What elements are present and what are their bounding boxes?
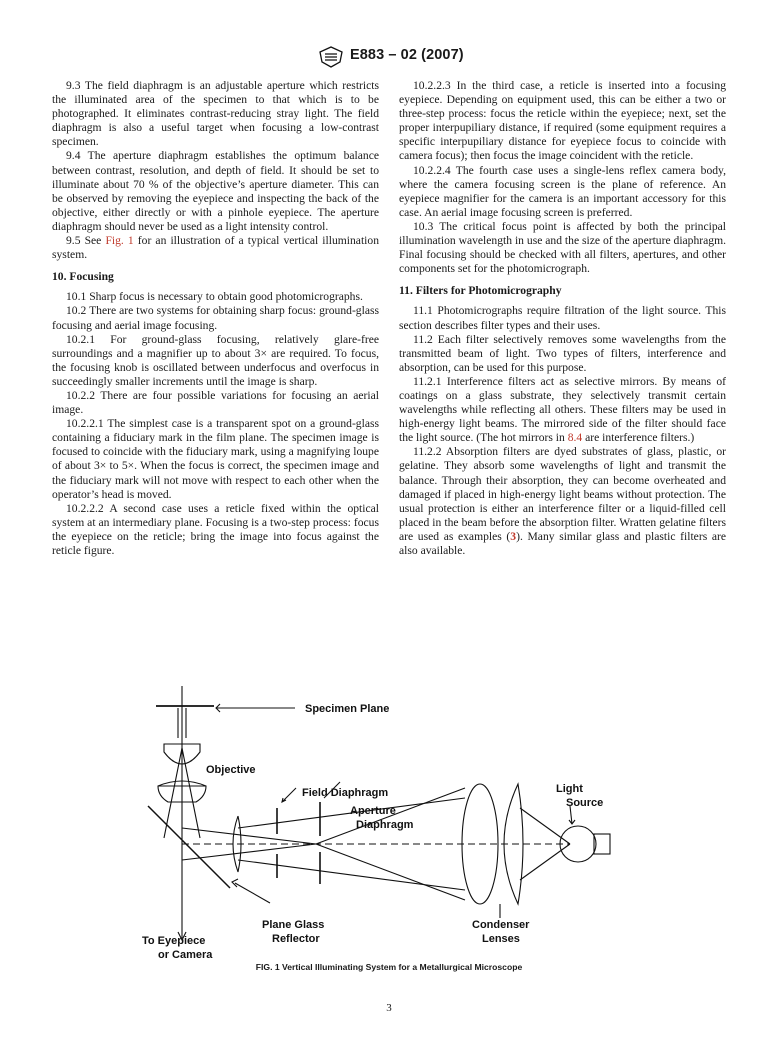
paragraph-10-1: 10.1 Sharp focus is necessary to obtain good photomicrographs.: [66, 290, 363, 304]
reflector-label: Reflector: [272, 933, 320, 945]
paragraph-10-2-2: 10.2.2 There are four possible variations for focusing an aerial image.: [52, 388, 379, 417]
paragraph-10-2-2-1: 10.2.2.1 The simplest case is a transparent spot on a ground-glass containing a fiduciary mark in the film plane. The specimen image is focused to coincide with the fiduciary mark, using a magnifying loupe of about 3× to 5×. When the focus is correct, the specimen image and the fiduciary mark will not move with respect to each other when the operator’s head is moved.: [52, 417, 379, 501]
paragraph-10-2-1: 10.2.1 For ground-glass focusing, relatively glare-free surroundings and a magnifier up to about 3× are required. To focus, the focusing knob is oscillated between underfocus and overfocus in succeedingly smaller increments until the image is sharp.: [52, 332, 379, 388]
light-label: Light: [556, 783, 583, 795]
specimen-plane-label: Specimen Plane: [305, 703, 390, 715]
paragraph-9-5: 9.5 See Fig. 1 for an illustration of a typical vertical illumination system.: [52, 234, 379, 262]
paragraph-11-2-2: 11.2.2 Absorption filters are dyed substrates of glass, plastic, or gelatine. They absorb some wavelengths of light and transmit the balance. Through their absorption, they can become overheated and damaged if placed in high-energy light beams without protection. The usual protection is either an interference filter or a liquid-filled cell placed in the beam before the absorption filter. Wratten gelatine filters are used as examples (3). Many similar glass and plastic filters are also available.: [399, 445, 726, 557]
plane-glass-label: Plane Glass: [262, 919, 325, 931]
astm-logo-icon: [318, 46, 344, 68]
figure-1-link[interactable]: Fig. 1: [105, 234, 134, 248]
lenses-label: Lenses: [482, 933, 520, 945]
section-11-heading: 11. Filters for Photomicrography: [399, 284, 562, 298]
figure-caption: FIG. 1 Vertical Illuminating System for a Metallurgical Microscope: [255, 962, 523, 972]
paragraph-10-2-2-4: 10.2.2.4 The fourth case uses a single-lens reflex camera body, where the camera focusing screen is the plane of reference. An eyepiece magnifier for the camera is an important accessory for this case. An aerial image focusing screen is preferred.: [399, 163, 726, 219]
paragraph-10-3: 10.3 The critical focus point is affected by both the principal illumination wavelength in use and the size of the aperture diaphragm. Final focusing should be checked with all filters, apertures, and other components set for the photomicrograph.: [399, 219, 726, 276]
right-column: [399, 79, 726, 558]
source-label: Source: [566, 797, 604, 809]
page-number: 3: [386, 1002, 392, 1014]
section-10-heading: 10. Focusing: [52, 270, 114, 284]
page-header: [0, 44, 778, 70]
aperture-label: Aperture: [350, 805, 396, 817]
paragraph-10-2-2-3: 10.2.2.3 In the third case, a reticle is inserted into a focusing eyepiece. Depending on equipment used, this can be either a two or three-step process: focus the reticle within the eyepiece; next, set the proper interpupiliary distance, if required (some equipment requires a specific interpupiliary distance for eyepiece focus to coincide with camera focus); then focus the image coincident with the reticle.: [399, 79, 726, 163]
left-column: [52, 79, 379, 558]
diaphragm-label: Diaphragm: [356, 819, 414, 831]
paragraph-10-2: 10.2 There are two systems for obtaining sharp focus: ground-glass focusing and aerial image focusing.: [52, 304, 379, 332]
or-camera-label: or Camera: [158, 949, 213, 961]
microscope-diagram: [120, 678, 640, 978]
reference-3-link[interactable]: 3: [510, 529, 517, 543]
paragraph-9-4: 9.4 The aperture diaphragm establishes the optimum balance between contrast, resolution, and depth of field. It should be set to illuminate about 70 % of the objective’s aperture diameter. This can be observed by removing the eyepiece and inspecting the back of the objective, either directly or with a pinhole eyepiece. The aperture diaphragm should never be used as a light intensity control.: [52, 149, 379, 233]
paragraph-10-2-2-2: 10.2.2.2 A second case uses a reticle fixed within the optical system at an intermediary plane. Focusing is a two-step process: focus the eyepiece on the reticle; bring the image into focus against the reticle figure.: [52, 501, 379, 557]
paragraph-11-2: 11.2 Each filter selectively removes some wavelengths from the transmitted beam of light. Two types of filters, interference and absorption, can be used for this purpose.: [399, 332, 726, 374]
document-id: E883 – 02 (2007): [350, 47, 464, 63]
field-diaphragm-label: Field Diaphragm: [302, 787, 389, 799]
paragraph-11-1: 11.1 Photomicrographs require filtration of the light source. This section describes filter types and their uses.: [399, 304, 726, 332]
to-eyepiece-label: To Eyepiece: [142, 935, 206, 947]
paragraph-9-3: 9.3 The field diaphragm is an adjustable aperture which restricts the illuminated area of the specimen to that which is to be photographed. It eliminates contrast-reducing stray light. The field diaphragm is also a useful target when focusing a low-contrast specimen.: [52, 79, 379, 149]
paragraph-11-2-1: 11.2.1 Interference filters act as selective mirrors. By means of coatings on a glass substrate, they selectively transmit certain wavelengths while reflecting all others. These filters may be used in high-energy light beams. The mirrored side of the filter should face the light source. (The hot mirrors in 8.4 are interference filters.): [399, 374, 726, 445]
objective-label: Objective: [206, 764, 256, 776]
condenser-label: Condenser: [472, 919, 530, 931]
section-8-4-link[interactable]: 8.4: [567, 431, 583, 445]
